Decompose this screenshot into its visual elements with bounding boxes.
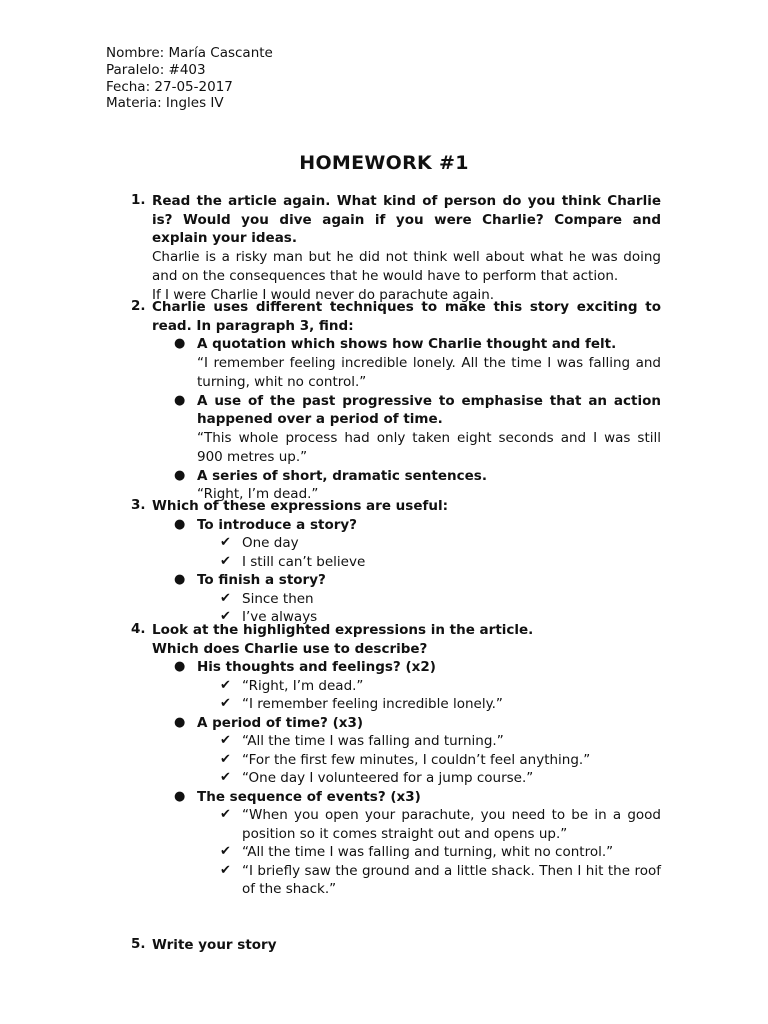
- answer-text: If I were Charlie I would never do parachute again.: [152, 286, 495, 303]
- check-icon: ✔: [220, 553, 231, 569]
- question-number: 2.: [131, 298, 146, 314]
- check-icon: ✔: [220, 751, 231, 767]
- question-text: Which of these expressions are useful:: [152, 498, 448, 514]
- check-item: ✔ I still can’t believe: [220, 553, 366, 570]
- check-item: ✔ “I briefly saw the ground and a little shack. Then I hit the roof of the shack.”: [220, 862, 661, 897]
- check-item: ✔ “All the time I was falling and turning.”: [220, 733, 504, 749]
- bullet-icon: ●: [174, 788, 186, 804]
- bullet-icon: ●: [174, 572, 186, 587]
- check-icon: ✔: [220, 590, 231, 606]
- bullet-icon: ●: [174, 659, 186, 674]
- check-icon: ✔: [220, 609, 231, 624]
- check-icon: ✔: [220, 807, 231, 822]
- check-item: ✔ I’ve always: [220, 609, 318, 625]
- sub-question: A quotation which shows how Charlie thought and felt.: [197, 336, 617, 352]
- check-item: ✔ “For the first few minutes, I couldn’t feel anything.”: [220, 751, 591, 768]
- check-item: ✔ “All the time I was falling and turning, whit no control.”: [220, 844, 614, 860]
- question-text: Read the article again. What kind of person do you think Charlie is? Would you dive again if you were Charlie? Compare and explain your ideas.: [152, 193, 661, 246]
- question-number: 3.: [131, 497, 146, 513]
- student-header: [106, 45, 273, 112]
- sub-item: [174, 335, 661, 392]
- question-number: 1.: [131, 192, 146, 208]
- check-icon: ✔: [220, 862, 231, 878]
- page-title: HOMEWORK #1: [299, 152, 469, 174]
- check-icon: ✔: [220, 696, 231, 711]
- check-item: ✔ “I remember feeling incredible lonely.”: [220, 696, 503, 712]
- sub-question: To finish a story?: [197, 572, 326, 588]
- sub-question: To introduce a story?: [197, 516, 358, 533]
- check-icon: ✔: [220, 677, 231, 693]
- sub-item: [174, 392, 661, 467]
- check-icon: ✔: [220, 733, 231, 748]
- header-fecha: Fecha: 27-05-2017: [106, 78, 233, 95]
- sub-answer: “Right, I’m dead.”: [197, 486, 319, 502]
- question-5: [131, 936, 661, 955]
- question-4: [131, 621, 661, 899]
- header-paralelo: Paralelo: #403: [106, 61, 206, 78]
- check-item: ✔ Since then: [220, 590, 314, 607]
- question-number: 5.: [131, 936, 146, 952]
- check-icon: ✔: [220, 535, 231, 550]
- question-2: [131, 298, 661, 504]
- check-item: ✔ “One day I volunteered for a jump course.”: [220, 770, 534, 786]
- sub-answer: “This whole process had only taken eight seconds and I was still 900 metres up.”: [197, 429, 661, 465]
- bullet-icon: ●: [174, 516, 186, 532]
- bullet-icon: ●: [174, 392, 186, 408]
- bullet-icon: ●: [174, 714, 186, 730]
- bullet-icon: ●: [174, 467, 186, 483]
- answer-text: Charlie is a risky man but he did not think well about what he was doing and on the consequences that he would have to perform that action.: [152, 248, 661, 284]
- sub-item: [174, 658, 661, 714]
- question-1: [131, 192, 661, 305]
- question-text: Charlie uses different techniques to make this story exciting to read. In paragraph 3, find:: [152, 299, 661, 334]
- sub-question: A series of short, dramatic sentences.: [197, 467, 487, 484]
- check-item: ✔ “When you open your parachute, you need to be in a good position so it comes straight out and opens up.”: [220, 807, 661, 842]
- sub-item: [174, 571, 661, 627]
- header-materia: Materia: Ingles IV: [106, 95, 224, 112]
- question-3: [131, 497, 661, 627]
- sub-item: [174, 516, 661, 572]
- sub-item: [174, 714, 661, 788]
- sub-question: The sequence of events? (x3): [197, 788, 421, 805]
- check-icon: ✔: [220, 844, 231, 859]
- bullet-icon: ●: [174, 336, 186, 351]
- check-item: ✔ “Right, I’m dead.”: [220, 677, 364, 694]
- sub-answer: “I remember feeling incredible lonely. All the time I was falling and turning, whit no control.”: [197, 354, 661, 390]
- check-item: ✔ One day: [220, 535, 299, 551]
- sub-question: A period of time? (x3): [197, 714, 364, 731]
- question-number: 4.: [131, 621, 146, 637]
- question-text: Which does Charlie use to describe?: [152, 640, 428, 657]
- question-text: Write your story: [152, 937, 277, 953]
- sub-question: His thoughts and feelings? (x2): [197, 659, 436, 675]
- check-icon: ✔: [220, 770, 231, 785]
- sub-question: A use of the past progressive to emphasise that an action happened over a period of time.: [197, 392, 661, 427]
- question-text: Look at the highlighted expressions in the article.: [152, 622, 534, 638]
- header-name: Nombre: María Cascante: [106, 45, 273, 61]
- sub-item: [174, 788, 661, 899]
